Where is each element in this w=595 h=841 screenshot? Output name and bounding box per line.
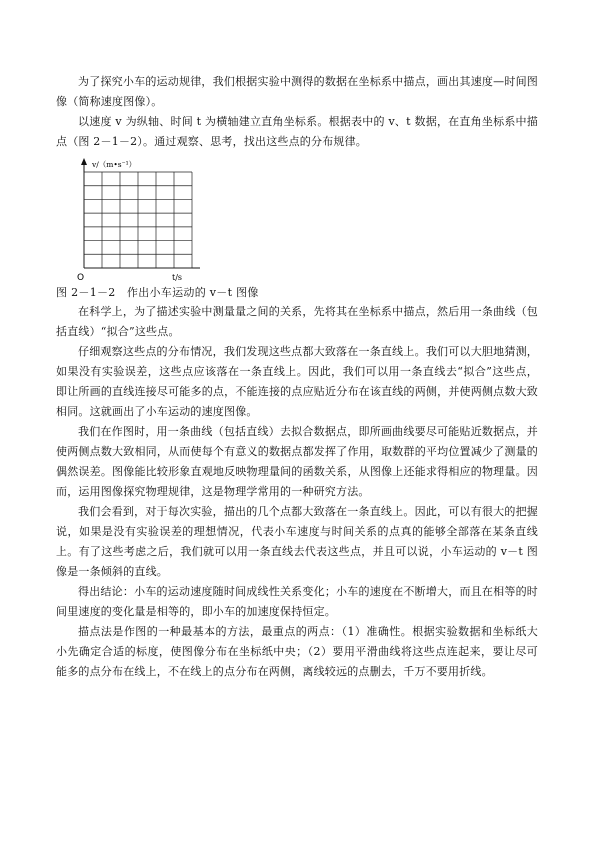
paragraph: 仔细观察这些点的分布情况，我们发现这些点都大致落在一条直线上。我们可以大胆地猜测，如果没有实验误差，这些点应该落在一条直线上。因此，我们可以用一条直线去“拟合”这些点，即让所画的直线连接尽可能多的点，不能连接的点应贴近分布在该直线的两侧，并使两侧点数大致相同。这就画出了小车运动的速度图像。: [56, 345, 538, 418]
grid: [84, 172, 192, 268]
y-axis-arrow: [81, 158, 87, 165]
velocity-time-graph-figure: [76, 158, 538, 282]
velocity-time-grid: [76, 158, 216, 282]
y-axis-label: v/（m•s⁻¹）: [92, 160, 137, 169]
paragraph: 我们会看到，对于每次实验，描出的几个点都大致落在一条直线上。因此，可以有很大的把握说，如果是没有实验误差的理想情况，代表小车速度与时间关系的点真的能够全部落在某条直线上。有了这些考虑之后，我们就可以用一条直线去代表这些点，并且可以说，小车运动的 v－t 图像是一条倾斜的直线。: [56, 505, 538, 578]
paragraph: 描点法是作图的一种最基本的方法，最重点的两点：（1）准确性。根据实验数据和坐标纸大小先确定合适的标度，使图像分布在坐标纸中央；（2）要用平滑曲线将这些点连起来，要让尽可能多的点分布在线上，不在线上的点分布在两侧，离线较远的点删去，千万不要用折线。: [56, 625, 538, 678]
paragraph: 以速度 v 为纵轴、时间 t 为横轴建立直角坐标系。根据表中的 v、t 数据，在直角坐标系中描点（图 2－1－2）。通过观察、思考，找出这些点的分布规律。: [56, 115, 538, 148]
paragraph: 在科学上，为了描述实验中测量量之间的关系，先将其在坐标系中描点，然后用一条曲线（包括直线）“拟合”这些点。: [56, 305, 538, 338]
paragraph: 我们在作图时，用一条曲线（包括直线）去拟合数据点，即所画曲线要尽可能贴近数据点，并使两侧点数大致相同，从而使每个有意义的数据点都发挥了作用，取数群的平均位置减少了测量的偶然误差。图像能比较形象直观地反映物理量间的函数关系，从图像上还能求得相应的物理量。因而，运用图像探究物理规律，这是物理学常用的一种研究方法。: [56, 425, 538, 498]
paragraph: 为了探究小车的运动规律，我们根据实验中测得的数据在坐标系中描点，画出其速度—时间图像（简称速度图像）。: [56, 75, 538, 108]
x-axis-label: t/s: [172, 273, 183, 282]
origin-label: O: [77, 273, 85, 282]
page-content: [56, 72, 538, 682]
paragraph: 得出结论：小车的运动速度随时间成线性关系变化；小车的速度在不断增大，而且在相等的时间里速度的变化量是相等的，即小车的加速度保持恒定。: [56, 585, 538, 618]
figure-caption: 图 2－1－2 作出小车运动的 v－t 图像: [56, 286, 259, 299]
